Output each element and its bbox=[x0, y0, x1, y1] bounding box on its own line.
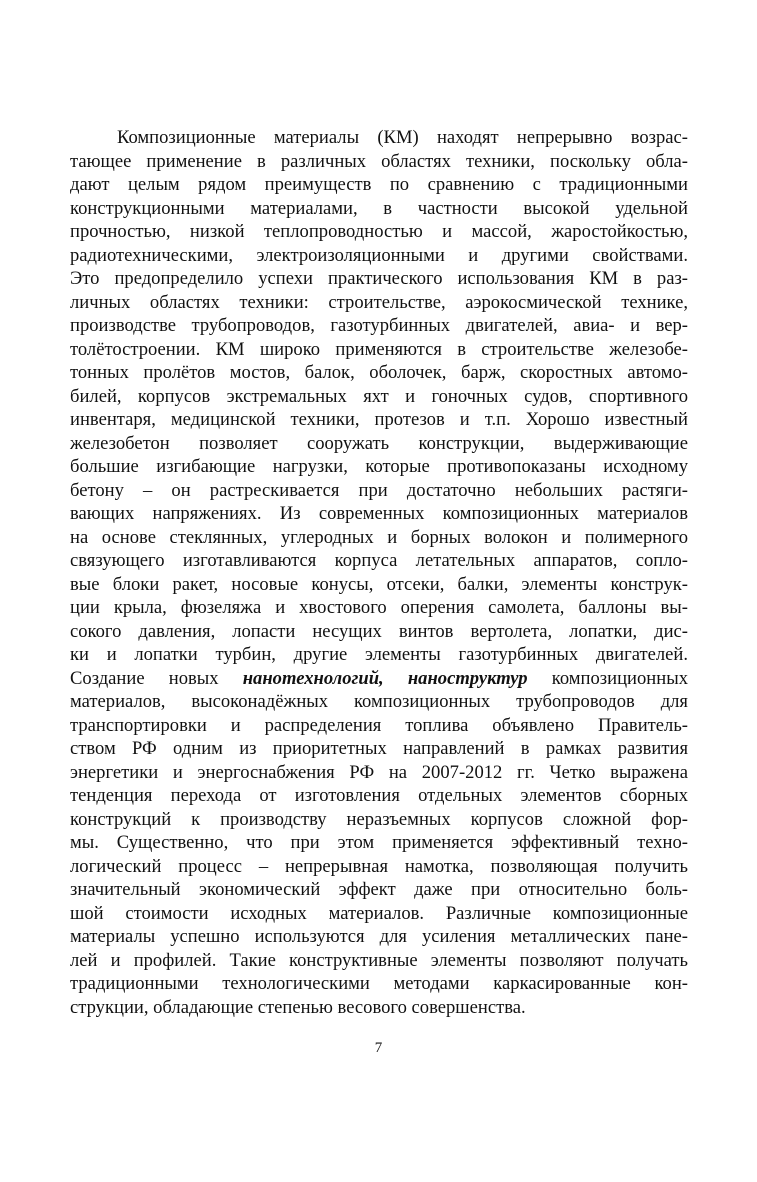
text-line: традиционными технологическими методами каркасированные кон- bbox=[70, 973, 688, 994]
page-number: 7 bbox=[374, 1040, 383, 1056]
text-line: материалов, высоконадёжных композиционных трубопроводов для bbox=[70, 691, 688, 712]
text-line: большие изгибающие нагрузки, которые противопоказаны исходному bbox=[70, 456, 688, 477]
text-line: лей и профилей. Такие конструктивные элементы позволяют получать bbox=[70, 949, 688, 971]
text-line: ством РФ одним из приоритетных направлений в рамках развития bbox=[70, 738, 688, 759]
text-line: струкции, обладающие степенью весового совершенства. bbox=[70, 996, 526, 1018]
text-line: производстве трубопроводов, газотурбинных двигателей, авиа- и вер- bbox=[70, 315, 688, 336]
text-line: тонных пролётов мостов, балок, оболочек, барж, скоростных автомо- bbox=[70, 362, 688, 383]
text-line: ки и лопатки турбин, другие элементы газотурбинных двигателей. bbox=[70, 644, 688, 665]
text-line: Это предопределило успехи практического использования КМ в раз- bbox=[70, 268, 688, 289]
text-line: прочностью, низкой теплопроводностью и массой, жаростойкостью, bbox=[70, 221, 688, 242]
text-line: сокого давления, лопасти несущих винтов вертолета, лопатки, дис- bbox=[70, 620, 688, 642]
text-line: на основе стеклянных, углеродных и борных волокон и полимерного bbox=[70, 526, 688, 548]
text-line: значительный экономический эффект даже при относительно боль- bbox=[70, 879, 688, 900]
text-line: ции крыла, фюзеляжа и хвостового оперения самолета, баллоны вы- bbox=[70, 597, 688, 618]
text-line: материалы успешно используются для усиления металлических пане- bbox=[70, 926, 688, 947]
text-line-emphasis bbox=[70, 667, 688, 691]
text-line: тенденция перехода от изготовления отдельных элементов сборных bbox=[70, 785, 688, 806]
body-paragraph bbox=[70, 126, 688, 1019]
text-line: железобетон позволяет сооружать конструкции, выдерживающие bbox=[70, 432, 688, 454]
text-line: тающее применение в различных областях техники, поскольку обла- bbox=[70, 150, 688, 172]
text-before-emphasis: Создание новых bbox=[70, 667, 243, 689]
text-line: связующего изготавливаются корпуса летательных аппаратов, сопло- bbox=[70, 550, 688, 571]
emphasized-text: нанотехнологий, наноструктур bbox=[242, 667, 528, 689]
text-line: личных областях техники: строительстве, аэрокосмической технике, bbox=[70, 291, 688, 313]
text-after-emphasis: композиционных bbox=[527, 667, 688, 689]
text-line: вающих напряжениях. Из современных композиционных материалов bbox=[70, 503, 688, 524]
text-line: шой стоимости исходных материалов. Различные композиционные bbox=[70, 902, 688, 924]
text-line: толётостроении. КМ широко применяются в строительстве железобе- bbox=[70, 338, 688, 360]
text-line: бетону – он растрескивается при достаточно небольших растяги- bbox=[70, 479, 688, 501]
text-line: радиотехническими, электроизоляционными и другими свойствами. bbox=[70, 244, 688, 266]
text-line: инвентаря, медицинской техники, протезов и т.п. Хорошо известный bbox=[70, 409, 688, 430]
text-line: мы. Существенно, что при этом применяется эффективный техно- bbox=[70, 832, 688, 853]
text-line: билей, корпусов экстремальных яхт и гоночных судов, спортивного bbox=[70, 385, 688, 407]
text-line: конструкций к производству неразъемных корпусов сложной фор- bbox=[70, 808, 688, 830]
text-line: вые блоки ракет, носовые конусы, отсеки, балки, элементы конструк- bbox=[70, 573, 688, 595]
text-line: транспортировки и распределения топлива объявлено Правитель- bbox=[70, 714, 688, 736]
text-line: энергетики и энергоснабжения РФ на 2007-2012 гг. Четко выражена bbox=[70, 761, 688, 783]
text-line: дают целым рядом преимуществ по сравнению с традиционными bbox=[70, 174, 688, 195]
text-line: логический процесс – непрерывная намотка, позволяющая получить bbox=[70, 855, 688, 877]
text-line: конструкционными материалами, в частности высокой удельной bbox=[70, 197, 688, 219]
text-line: Композиционные материалы (КМ) находят непрерывно возрас- bbox=[117, 127, 688, 148]
